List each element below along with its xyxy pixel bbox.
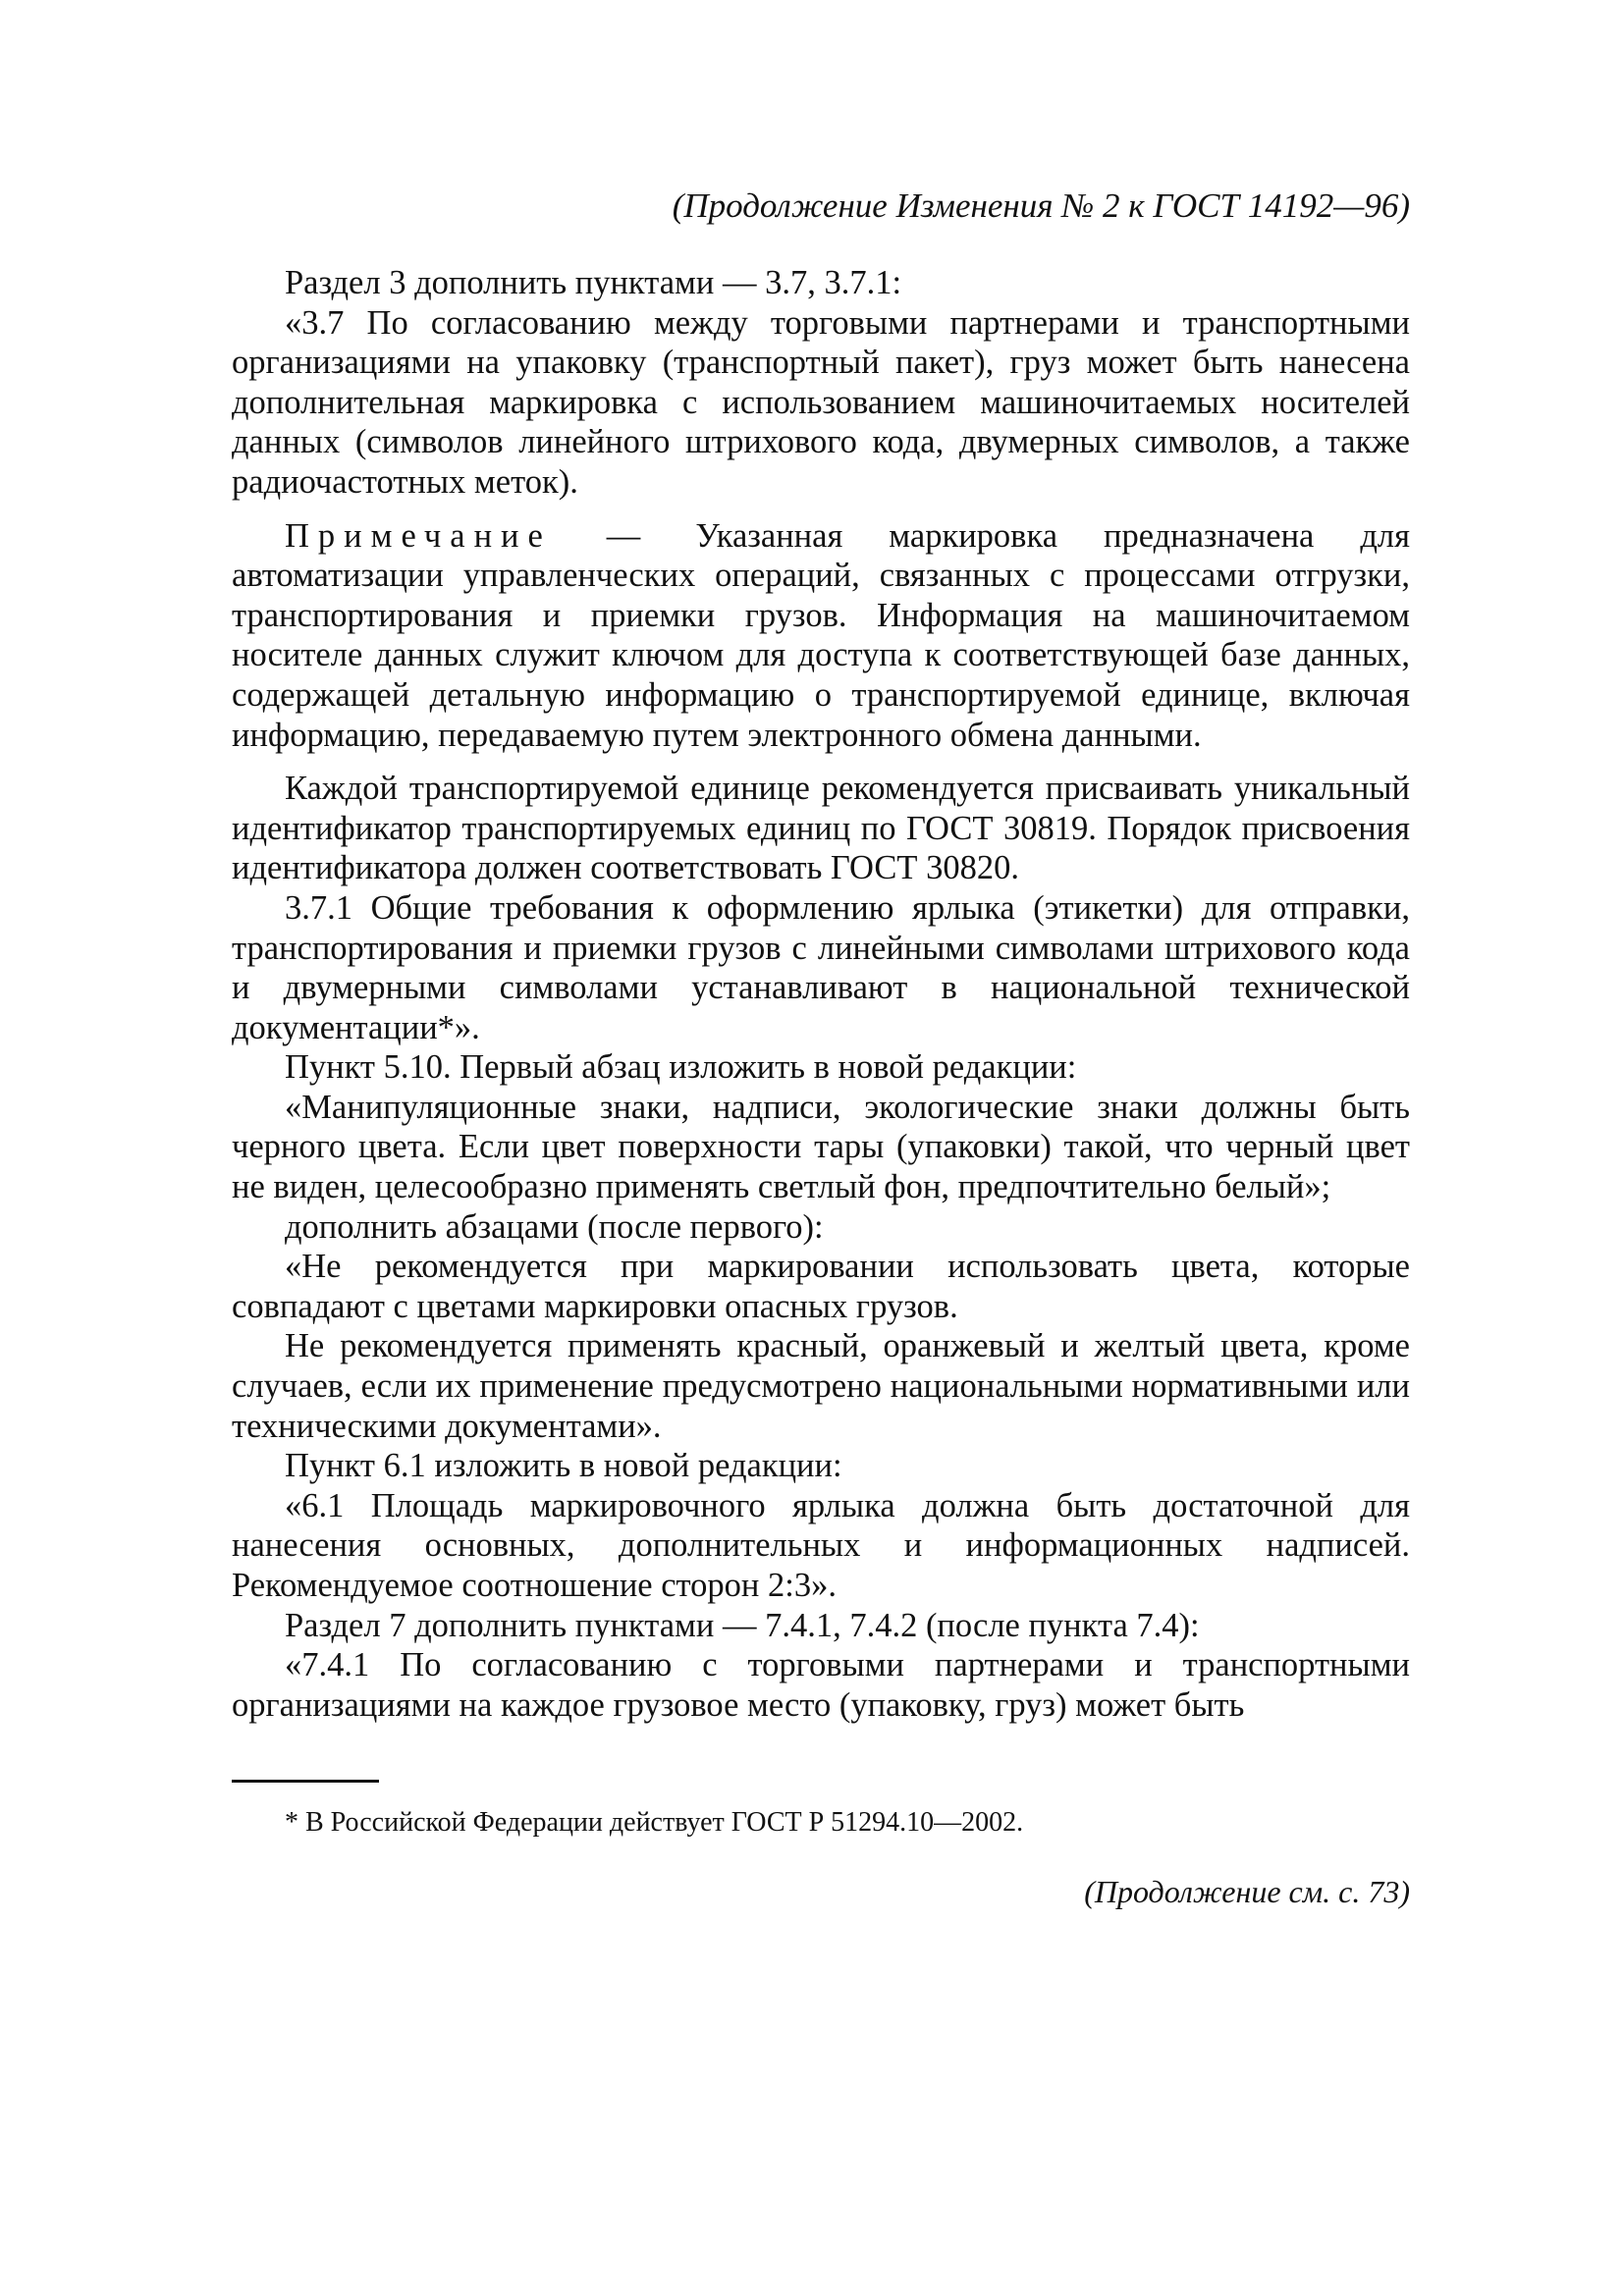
paragraph-identifier: Каждой транспортируемой единице рекомендуется присваивать уникальный идентификатор транспортируемых единиц по ГОСТ 30819. Порядок присвоения идентификатора должен соответствовать ГОСТ 30820. xyxy=(232,770,1410,887)
paragraph-clause-3-7-1: 3.7.1 Общие требования к оформлению ярлыка (этикетки) для отправки, транспортирования и приемки грузов с линейными символами штрихового кода и двумерными символами устанавливают в национальной технической документации*». xyxy=(232,888,1410,1046)
footnote: * В Российской Федерации действует ГОСТ Р 51294.10—2002. xyxy=(285,1807,1024,1839)
document-page xyxy=(232,187,1410,1910)
paragraph-section-3-intro: Раздел 3 дополнить пунктами — 3.7, 3.7.1: xyxy=(285,264,902,301)
paragraph-supplement-intro: дополнить абзацами (после первого): xyxy=(285,1207,824,1246)
paragraph-clause-5-10-intro: Пункт 5.10. Первый абзац изложить в новой редакции: xyxy=(285,1048,1077,1087)
paragraph-colors-2: Не рекомендуется применять красный, оранжевый и желтый цвета, кроме случаев, если их применение предусмотрено национальными нормативными или техническими документами». xyxy=(232,1327,1410,1445)
paragraph-note xyxy=(232,516,1410,756)
paragraph-colors-1: «Не рекомендуется при маркировании использовать цвета, которые совпадают с цветами маркировки опасных грузов. xyxy=(232,1248,1410,1325)
note-label: Примечание — xyxy=(285,516,650,555)
paragraph-clause-3-7: «3.7 По согласованию между торговыми партнерами и транспортными организациями на упаковку (транспортный пакет), груз может быть нанесена дополнительная маркировка с использованием машиночитаемых носителей данных (символов линейного штрихового кода, двумерных символов, а также радиочастотных меток). xyxy=(232,303,1410,501)
page-header: (Продолжение Изменения № 2 к ГОСТ 14192—96) xyxy=(672,187,1410,225)
paragraph-clause-6-1-text: «6.1 Площадь маркировочного ярлыка должна быть достаточной для нанесения основных, дополнительных и информационных надписей. Рекомендуемое соотношение сторон 2:3». xyxy=(232,1486,1410,1604)
paragraph-clause-5-10-text: «Манипуляционные знаки, надписи, экологические знаки должны быть черного цвета. Если цвет поверхности тары (упаковки) такой, что черный цвет не виден, целесообразно применять светлый фон, предпочтительно белый»; xyxy=(232,1088,1410,1206)
paragraph-section-7-intro: Раздел 7 дополнить пунктами — 7.4.1, 7.4.2 (после пункта 7.4): xyxy=(285,1606,1200,1644)
note-text: Указанная маркировка предназначена для автоматизации управленческих операций, связанных с процессами отгрузки, транспортирования и приемки грузов. Информация на машиночитаемом носителе данных служит ключом для доступа к соответствующей базе данных, содержащей детальную информацию о транспортируемой единице, включая информацию, передаваемую путем электронного обмена данными. xyxy=(232,516,1410,754)
footnote-divider xyxy=(232,1780,379,1783)
paragraph-clause-6-1-intro: Пункт 6.1 изложить в новой редакции: xyxy=(285,1447,842,1485)
paragraph-clause-7-4-1: «7.4.1 По согласованию с торговыми партнерами и транспортными организациями на каждое грузовое место (упаковку, груз) может быть xyxy=(232,1646,1410,1724)
continuation-note: (Продолжение см. с. 73) xyxy=(1084,1874,1410,1910)
